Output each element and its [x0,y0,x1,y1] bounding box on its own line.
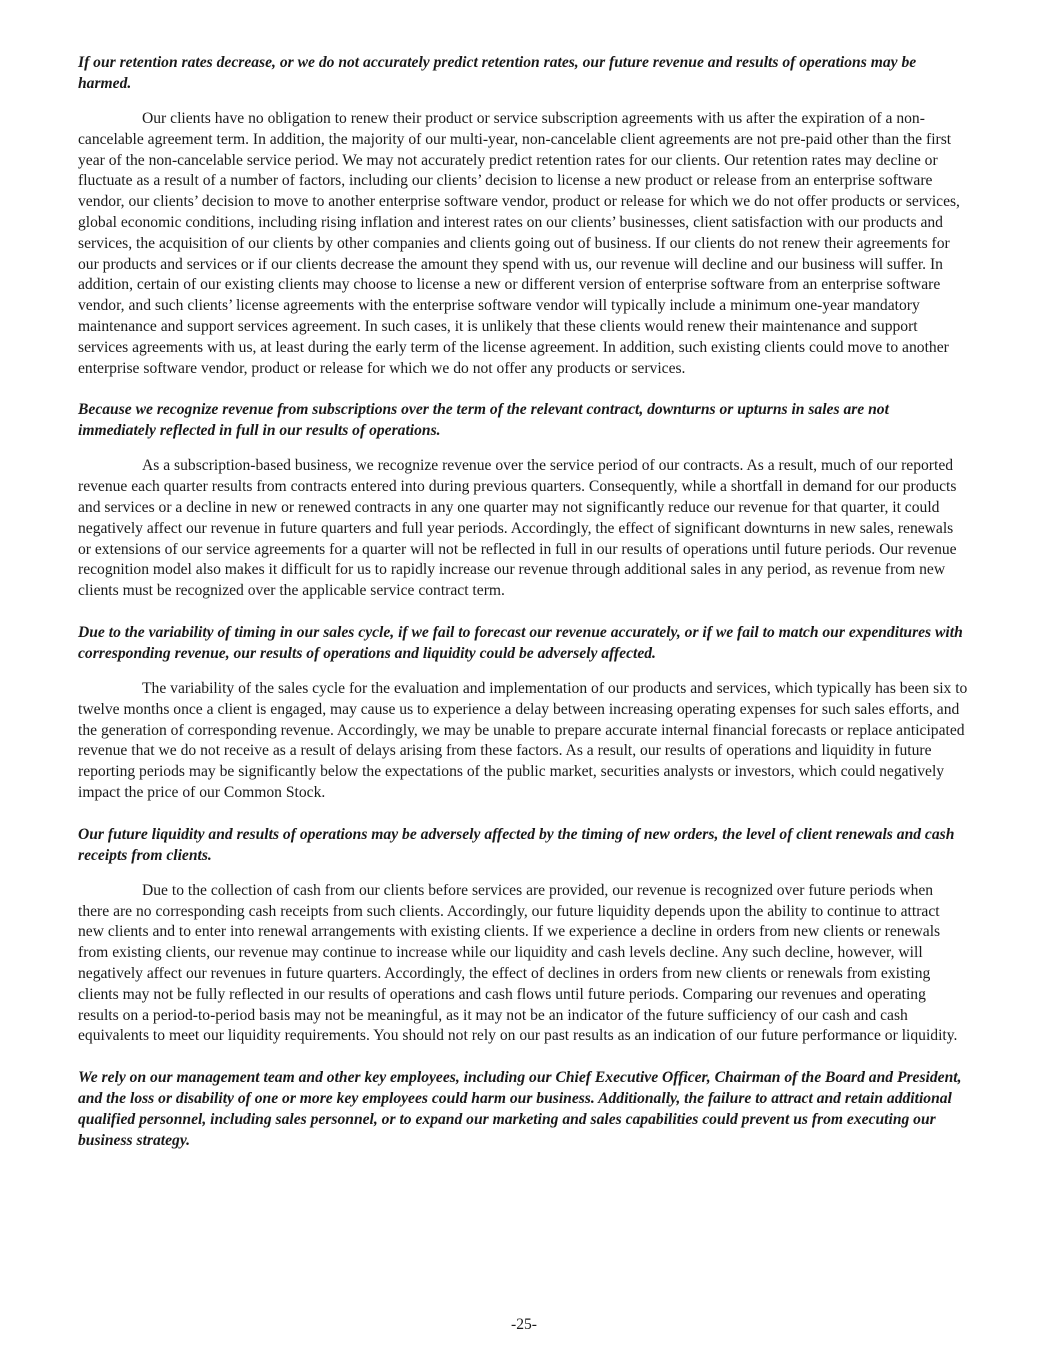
risk-body-subscription-revenue: As a subscription-based business, we recognize revenue over the service period of our contracts. As a result, much of our reported revenue each quarter results from contracts entered into during previous quarters. Consequently, while a shortfall in demand for our products and services or a decline in new or renewed contracts in any one quarter may not significantly reduce our revenue for that quarter, it could negatively affect our revenue in future quarters and full year periods. Accordingly, the effect of significant downturns in new sales, renewals or extensions of our service agreements for a quarter will not be reflected in full in our results of operations until future periods. Our revenue recognition model also makes it difficult for us to rapidly increase our revenue through additional sales in any period, as revenue from new clients must be recognized over the applicable service contract term. [78,457,957,600]
risk-heading-subscription-revenue: Because we recognize revenue from subscriptions over the term of the relevant contract, downturns or upturns in sales are not immediately reflected in full in our results of operations. [78,401,889,440]
risk-body-liquidity: Due to the collection of cash from our clients before services are provided, our revenue is recognized over future periods when there are no corresponding cash receipts from such clients. Accordingly, our future liquidity depends upon the ability to continue to attract new clients and to enter into renewal arrangements with existing clients. If we experience a decline in orders from new clients or renewals from existing clients, our revenue may continue to increase while our liquidity and cash levels decline. Any such decline, however, will negatively affect our revenues in future quarters. Accordingly, the effect of declines in orders from new clients or renewals from existing clients may not be fully reflected in our results of operations and cash flows until future periods. Comparing our revenues and operating results on a period-to-period basis may not be meaningful, as it may not be an indicator of the future sufficiency of our cash and cash equivalents to meet our liquidity requirements. You should not rely on our past results as an indication of our future performance or liquidity. [78,881,958,1045]
document-page [78,52,968,1166]
risk-heading-retention: If our retention rates decrease, or we do not accurately predict retention rates, our future revenue and results of operations may be harmed. [78,54,917,92]
risk-heading-liquidity: Our future liquidity and results of operations may be adversely affected by the timing of new orders, the level of client renewals and cash receipts from clients. [78,825,955,864]
risk-heading-key-employees: We rely on our management team and other key employees, including our Chief Executive Officer, Chairman of the Board and President, and the loss or disability of one or more key employees could harm our business. Additionally, the failure to attract and retain additional qualified personnel, including sales personnel, or to expand our marketing and sales capabilities could prevent us from executing our business strategy. [78,1069,962,1150]
page-number: -25- [511,1316,537,1333]
risk-body-retention: Our clients have no obligation to renew their product or service subscription agreements with us after the expiration of a non-cancelable agreement term. In addition, the majority of our multi-year, non-cancelable client agreements are not pre-paid other than the first year of the non-cancelable service period. We may not accurately predict retention rates for our clients. Our retention rates may decline or fluctuate as a result of a number of factors, including our clients’ decision to license a new product or release from an enterprise software vendor, our clients’ decision to move to another enterprise software vendor, product or release for which we do not offer products or services, global economic conditions, including rising inflation and interest rates on our clients’ businesses, client satisfaction with our products and services, the acquisition of our clients by other companies and clients going out of business. If our clients do not renew their agreements for our products and services or if our clients decrease the amount they spend with us, our revenue will decline and our business will suffer. In addition, certain of our existing clients may choose to license a new or different version of enterprise software from an enterprise software vendor, and such clients’ license agreements with the enterprise software vendor will typically include a minimum one-year mandatory maintenance and support services agreement. In such cases, it is unlikely that these clients would renew their maintenance and support services agreements with us, at least during the early term of the license agreement. In addition, such existing clients could move to another enterprise software vendor, product or release for which we do not offer any products or services. [78,110,960,377]
risk-body-sales-cycle: The variability of the sales cycle for the evaluation and implementation of our products and services, which typically has been six to twelve months once a client is engaged, may cause us to experience a delay between increasing operating expenses for such sales efforts, and the generation of corresponding revenue. Accordingly, we may be unable to prepare accurate internal financial forecasts or replace anticipated revenue that we do not receive as a result of delays arising from these factors. As a result, our results of operations and liquidity in future reporting periods may be significantly below the expectations of the public market, securities analysts or investors, which could negatively impact the price of our Common Stock. [78,679,968,801]
risk-heading-sales-cycle: Due to the variability of timing in our sales cycle, if we fail to forecast our revenue accurately, or if we fail to match our expenditures with corresponding revenue, our results of operations and liquidity could be adversely affected. [78,623,963,662]
